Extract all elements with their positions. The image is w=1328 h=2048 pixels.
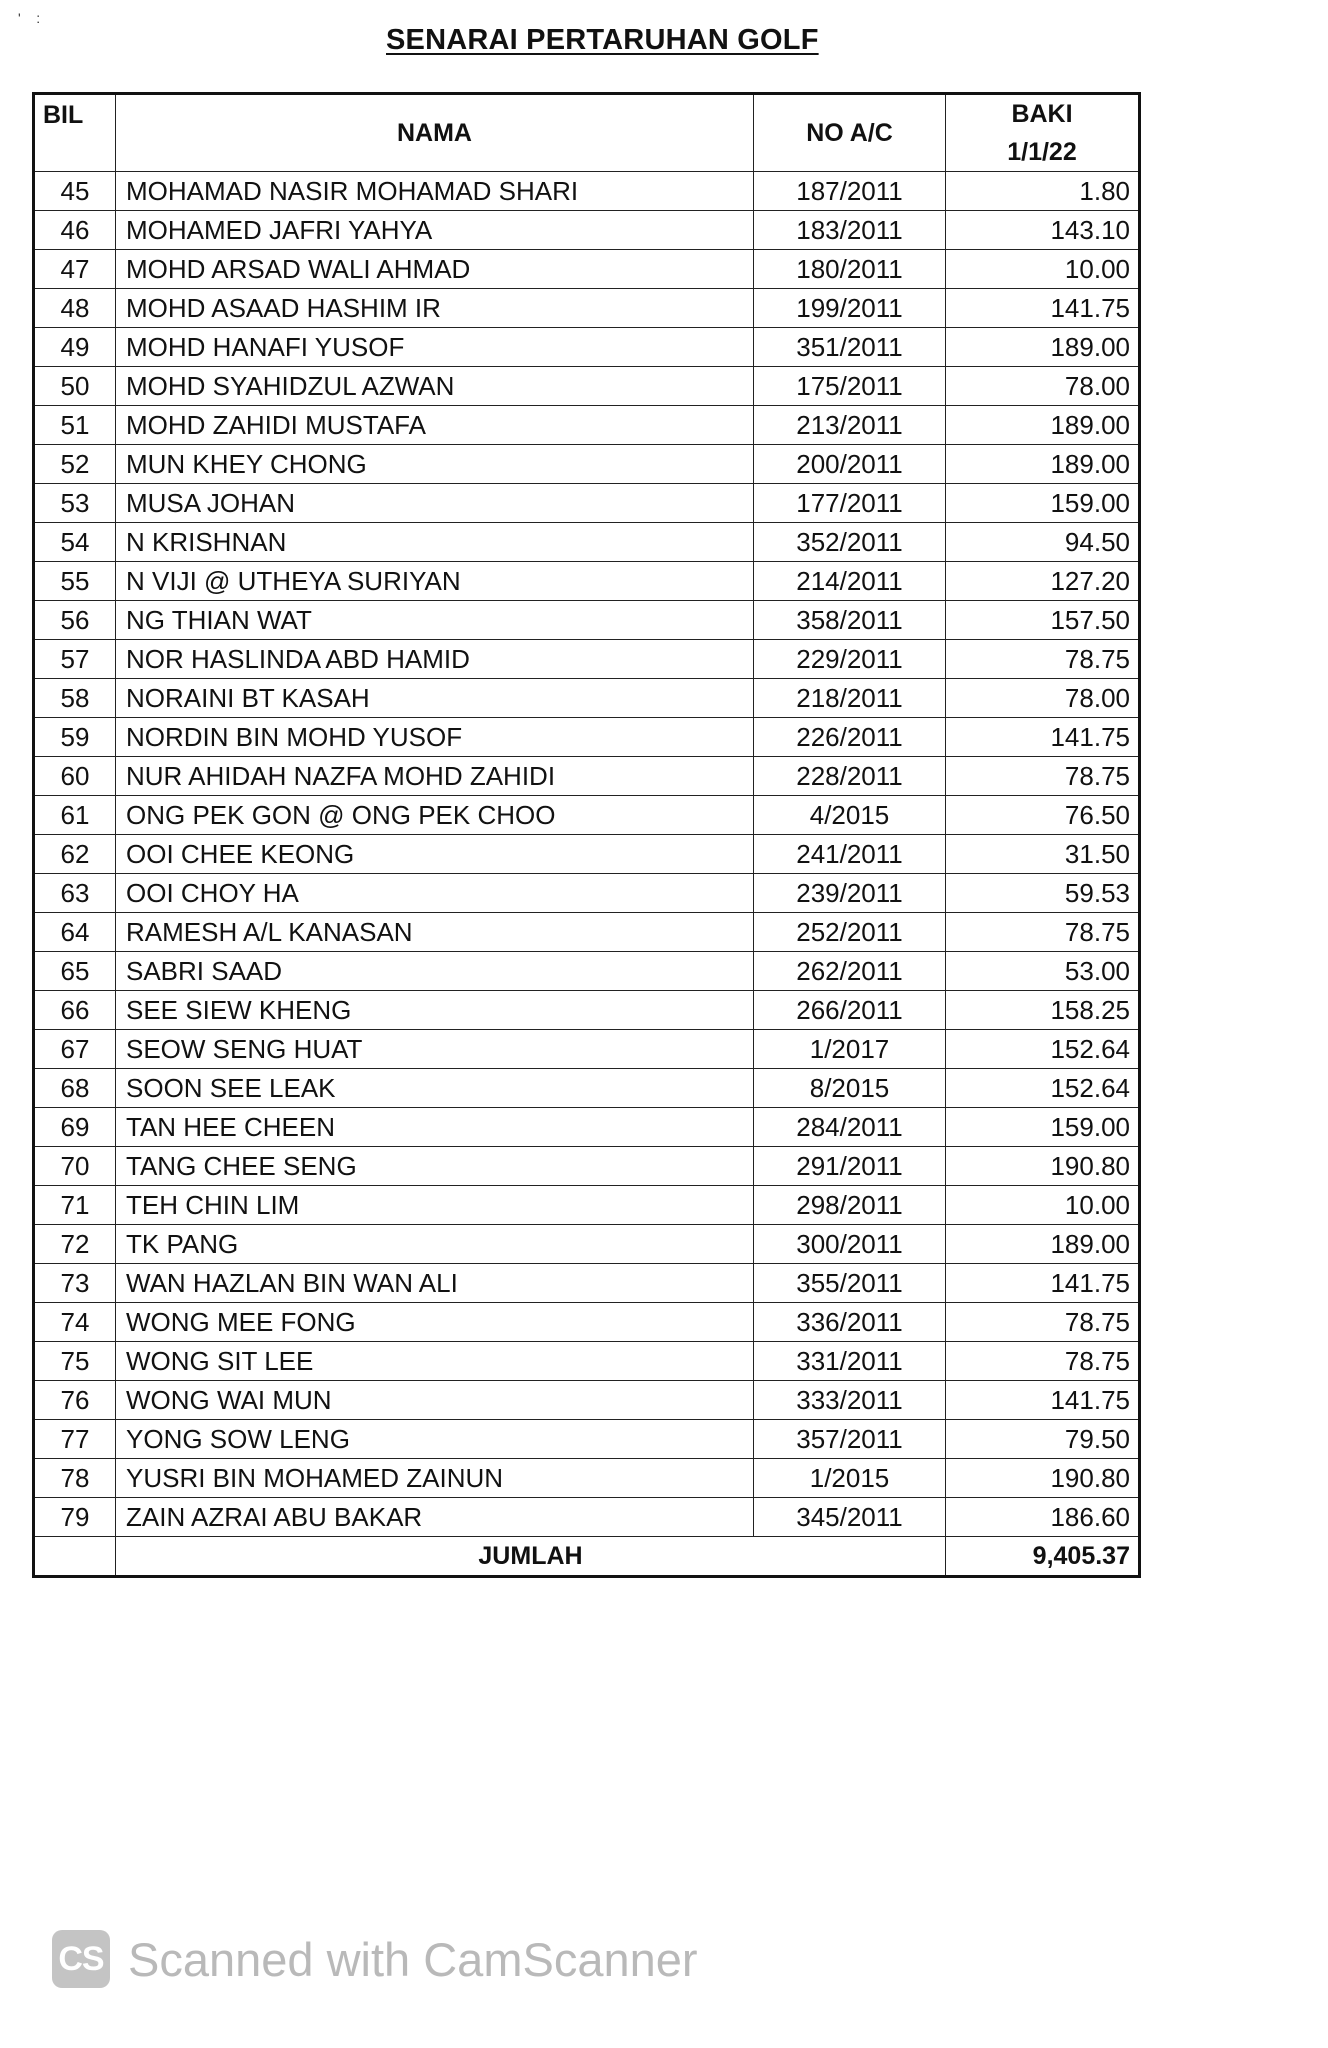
cell-baki: 1.80	[946, 172, 1140, 211]
cell-no-ac: 1/2015	[754, 1459, 946, 1498]
cell-bil: 55	[34, 562, 116, 601]
cell-baki: 10.00	[946, 250, 1140, 289]
cell-bil: 77	[34, 1420, 116, 1459]
cell-no-ac: 187/2011	[754, 172, 946, 211]
cell-nama: MOHD SYAHIDZUL AZWAN	[116, 367, 754, 406]
cell-baki: 157.50	[946, 601, 1140, 640]
cell-nama: SABRI SAAD	[116, 952, 754, 991]
cell-bil: 58	[34, 679, 116, 718]
table-row	[34, 1264, 1140, 1303]
table-row	[34, 991, 1140, 1030]
cell-baki: 159.00	[946, 484, 1140, 523]
cell-no-ac: 229/2011	[754, 640, 946, 679]
cell-no-ac: 4/2015	[754, 796, 946, 835]
header-baki-date: 1/1/22	[1007, 138, 1077, 166]
cell-baki: 78.75	[946, 1303, 1140, 1342]
cell-baki: 141.75	[946, 289, 1140, 328]
cell-baki: 143.10	[946, 211, 1140, 250]
cell-no-ac: 284/2011	[754, 1108, 946, 1147]
cell-no-ac: 345/2011	[754, 1498, 946, 1537]
cell-baki: 53.00	[946, 952, 1140, 991]
cell-bil: 47	[34, 250, 116, 289]
cell-nama: TEH CHIN LIM	[116, 1186, 754, 1225]
cell-bil: 48	[34, 289, 116, 328]
cell-nama: YONG SOW LENG	[116, 1420, 754, 1459]
cell-no-ac: 336/2011	[754, 1303, 946, 1342]
header-baki	[946, 94, 1140, 172]
cell-no-ac: 177/2011	[754, 484, 946, 523]
cell-no-ac: 218/2011	[754, 679, 946, 718]
cell-nama: TANG CHEE SENG	[116, 1147, 754, 1186]
header-bil: BIL	[34, 94, 116, 172]
cell-baki: 59.53	[946, 874, 1140, 913]
cell-no-ac: 333/2011	[754, 1381, 946, 1420]
cell-bil: 72	[34, 1225, 116, 1264]
cell-baki: 189.00	[946, 328, 1140, 367]
cell-no-ac: 228/2011	[754, 757, 946, 796]
cell-no-ac: 355/2011	[754, 1264, 946, 1303]
cell-nama: OOI CHEE KEONG	[116, 835, 754, 874]
table-row	[34, 211, 1140, 250]
cell-baki: 79.50	[946, 1420, 1140, 1459]
cell-no-ac: 357/2011	[754, 1420, 946, 1459]
cell-nama: WONG WAI MUN	[116, 1381, 754, 1420]
table-row	[34, 445, 1140, 484]
cell-baki: 158.25	[946, 991, 1140, 1030]
cell-baki: 76.50	[946, 796, 1140, 835]
cell-baki: 189.00	[946, 406, 1140, 445]
table-row	[34, 1147, 1140, 1186]
total-label: JUMLAH	[116, 1537, 946, 1577]
cell-no-ac: 262/2011	[754, 952, 946, 991]
table-row	[34, 718, 1140, 757]
camscanner-logo-icon	[52, 1930, 110, 1988]
table-row	[34, 1420, 1140, 1459]
cell-nama: MOHD ZAHIDI MUSTAFA	[116, 406, 754, 445]
cell-no-ac: 226/2011	[754, 718, 946, 757]
table-row	[34, 1459, 1140, 1498]
cell-bil: 69	[34, 1108, 116, 1147]
cell-bil: 52	[34, 445, 116, 484]
cell-nama: MUSA JOHAN	[116, 484, 754, 523]
cell-nama: WONG MEE FONG	[116, 1303, 754, 1342]
cell-baki: 152.64	[946, 1069, 1140, 1108]
cell-nama: WAN HAZLAN BIN WAN ALI	[116, 1264, 754, 1303]
cell-bil: 62	[34, 835, 116, 874]
cell-nama: MOHD ARSAD WALI AHMAD	[116, 250, 754, 289]
cell-bil: 46	[34, 211, 116, 250]
cell-baki: 159.00	[946, 1108, 1140, 1147]
cell-baki: 94.50	[946, 523, 1140, 562]
header-baki-label: BAKI	[1011, 100, 1073, 128]
cell-no-ac: 351/2011	[754, 328, 946, 367]
cell-no-ac: 199/2011	[754, 289, 946, 328]
cell-nama: MOHD HANAFI YUSOF	[116, 328, 754, 367]
table-row	[34, 835, 1140, 874]
cell-no-ac: 298/2011	[754, 1186, 946, 1225]
cell-bil: 64	[34, 913, 116, 952]
cell-bil: 73	[34, 1264, 116, 1303]
cell-baki: 141.75	[946, 718, 1140, 757]
table-row	[34, 1225, 1140, 1264]
cell-no-ac: 213/2011	[754, 406, 946, 445]
cell-bil: 49	[34, 328, 116, 367]
table-row	[34, 250, 1140, 289]
cell-nama: NG THIAN WAT	[116, 601, 754, 640]
table-row	[34, 1342, 1140, 1381]
table-header-row	[34, 94, 1140, 172]
cell-nama: MOHAMED JAFRI YAHYA	[116, 211, 754, 250]
golf-bet-ledger-table	[32, 92, 1141, 1578]
camscanner-logo-text: CS	[58, 1939, 104, 1978]
cell-bil: 54	[34, 523, 116, 562]
cell-bil: 59	[34, 718, 116, 757]
cell-nama: OOI CHOY HA	[116, 874, 754, 913]
cell-bil: 70	[34, 1147, 116, 1186]
table-row	[34, 913, 1140, 952]
cell-baki: 189.00	[946, 1225, 1140, 1264]
cell-baki: 31.50	[946, 835, 1140, 874]
scan-speck-marks: ' :	[18, 10, 41, 26]
header-nama: NAMA	[116, 94, 754, 172]
table-body	[34, 172, 1140, 1537]
cell-no-ac: 352/2011	[754, 523, 946, 562]
cell-no-ac: 358/2011	[754, 601, 946, 640]
cell-no-ac: 291/2011	[754, 1147, 946, 1186]
cell-nama: SEOW SENG HUAT	[116, 1030, 754, 1069]
cell-bil: 60	[34, 757, 116, 796]
total-row	[34, 1537, 1140, 1577]
cell-no-ac: 266/2011	[754, 991, 946, 1030]
table-row	[34, 367, 1140, 406]
cell-baki: 78.75	[946, 1342, 1140, 1381]
cell-no-ac: 175/2011	[754, 367, 946, 406]
cell-no-ac: 252/2011	[754, 913, 946, 952]
total-value: 9,405.37	[946, 1537, 1140, 1577]
cell-bil: 56	[34, 601, 116, 640]
table-row	[34, 1030, 1140, 1069]
cell-baki: 190.80	[946, 1147, 1140, 1186]
cell-bil: 53	[34, 484, 116, 523]
header-no-ac: NO A/C	[754, 94, 946, 172]
cell-baki: 78.75	[946, 640, 1140, 679]
cell-nama: MOHD ASAAD HASHIM IR	[116, 289, 754, 328]
cell-nama: RAMESH A/L KANASAN	[116, 913, 754, 952]
table-row	[34, 1303, 1140, 1342]
cell-nama: SOON SEE LEAK	[116, 1069, 754, 1108]
cell-baki: 189.00	[946, 445, 1140, 484]
cell-bil: 50	[34, 367, 116, 406]
cell-bil: 51	[34, 406, 116, 445]
cell-bil: 79	[34, 1498, 116, 1537]
cell-no-ac: 180/2011	[754, 250, 946, 289]
table-row	[34, 172, 1140, 211]
cell-no-ac: 1/2017	[754, 1030, 946, 1069]
table-row	[34, 523, 1140, 562]
cell-no-ac: 239/2011	[754, 874, 946, 913]
cell-nama: MUN KHEY CHONG	[116, 445, 754, 484]
cell-bil: 45	[34, 172, 116, 211]
table-row	[34, 562, 1140, 601]
cell-baki: 10.00	[946, 1186, 1140, 1225]
table-row	[34, 1108, 1140, 1147]
cell-nama: ONG PEK GON @ ONG PEK CHOO	[116, 796, 754, 835]
cell-bil: 75	[34, 1342, 116, 1381]
table-row	[34, 1381, 1140, 1420]
table-row	[34, 640, 1140, 679]
cell-nama: NUR AHIDAH NAZFA MOHD ZAHIDI	[116, 757, 754, 796]
cell-nama: NORDIN BIN MOHD YUSOF	[116, 718, 754, 757]
cell-nama: N VIJI @ UTHEYA SURIYAN	[116, 562, 754, 601]
cell-no-ac: 300/2011	[754, 1225, 946, 1264]
cell-no-ac: 200/2011	[754, 445, 946, 484]
cell-bil: 61	[34, 796, 116, 835]
table-row	[34, 757, 1140, 796]
cell-baki: 141.75	[946, 1381, 1140, 1420]
cell-baki: 152.64	[946, 1030, 1140, 1069]
cell-nama: MOHAMAD NASIR MOHAMAD SHARI	[116, 172, 754, 211]
table-row	[34, 874, 1140, 913]
watermark-text: Scanned with CamScanner	[128, 1932, 698, 1986]
table-row	[34, 601, 1140, 640]
cell-bil: 78	[34, 1459, 116, 1498]
cell-no-ac: 241/2011	[754, 835, 946, 874]
cell-bil: 67	[34, 1030, 116, 1069]
table-row	[34, 679, 1140, 718]
cell-bil: 63	[34, 874, 116, 913]
cell-baki: 190.80	[946, 1459, 1140, 1498]
cell-no-ac: 8/2015	[754, 1069, 946, 1108]
cell-bil: 74	[34, 1303, 116, 1342]
cell-bil: 71	[34, 1186, 116, 1225]
cell-baki: 186.60	[946, 1498, 1140, 1537]
table-row	[34, 1069, 1140, 1108]
cell-no-ac: 183/2011	[754, 211, 946, 250]
cell-bil: 76	[34, 1381, 116, 1420]
table-row	[34, 1186, 1140, 1225]
camscanner-watermark	[52, 1930, 698, 1988]
cell-nama: TK PANG	[116, 1225, 754, 1264]
cell-nama: ZAIN AZRAI ABU BAKAR	[116, 1498, 754, 1537]
table-row	[34, 1498, 1140, 1537]
cell-baki: 78.00	[946, 367, 1140, 406]
cell-no-ac: 214/2011	[754, 562, 946, 601]
total-bil-empty	[34, 1537, 116, 1577]
cell-baki: 127.20	[946, 562, 1140, 601]
cell-bil: 57	[34, 640, 116, 679]
cell-nama: SEE SIEW KHENG	[116, 991, 754, 1030]
table-row	[34, 796, 1140, 835]
cell-nama: NOR HASLINDA ABD HAMID	[116, 640, 754, 679]
table-row	[34, 328, 1140, 367]
cell-bil: 68	[34, 1069, 116, 1108]
cell-nama: WONG SIT LEE	[116, 1342, 754, 1381]
cell-no-ac: 331/2011	[754, 1342, 946, 1381]
cell-baki: 141.75	[946, 1264, 1140, 1303]
cell-nama: NORAINI BT KASAH	[116, 679, 754, 718]
cell-nama: N KRISHNAN	[116, 523, 754, 562]
cell-baki: 78.75	[946, 913, 1140, 952]
document-title: SENARAI PERTARUHAN GOLF	[386, 24, 819, 56]
cell-bil: 65	[34, 952, 116, 991]
cell-nama: YUSRI BIN MOHAMED ZAINUN	[116, 1459, 754, 1498]
cell-bil: 66	[34, 991, 116, 1030]
table-row	[34, 406, 1140, 445]
cell-baki: 78.00	[946, 679, 1140, 718]
table-row	[34, 289, 1140, 328]
table-row	[34, 484, 1140, 523]
cell-nama: TAN HEE CHEEN	[116, 1108, 754, 1147]
cell-baki: 78.75	[946, 757, 1140, 796]
table-row	[34, 952, 1140, 991]
